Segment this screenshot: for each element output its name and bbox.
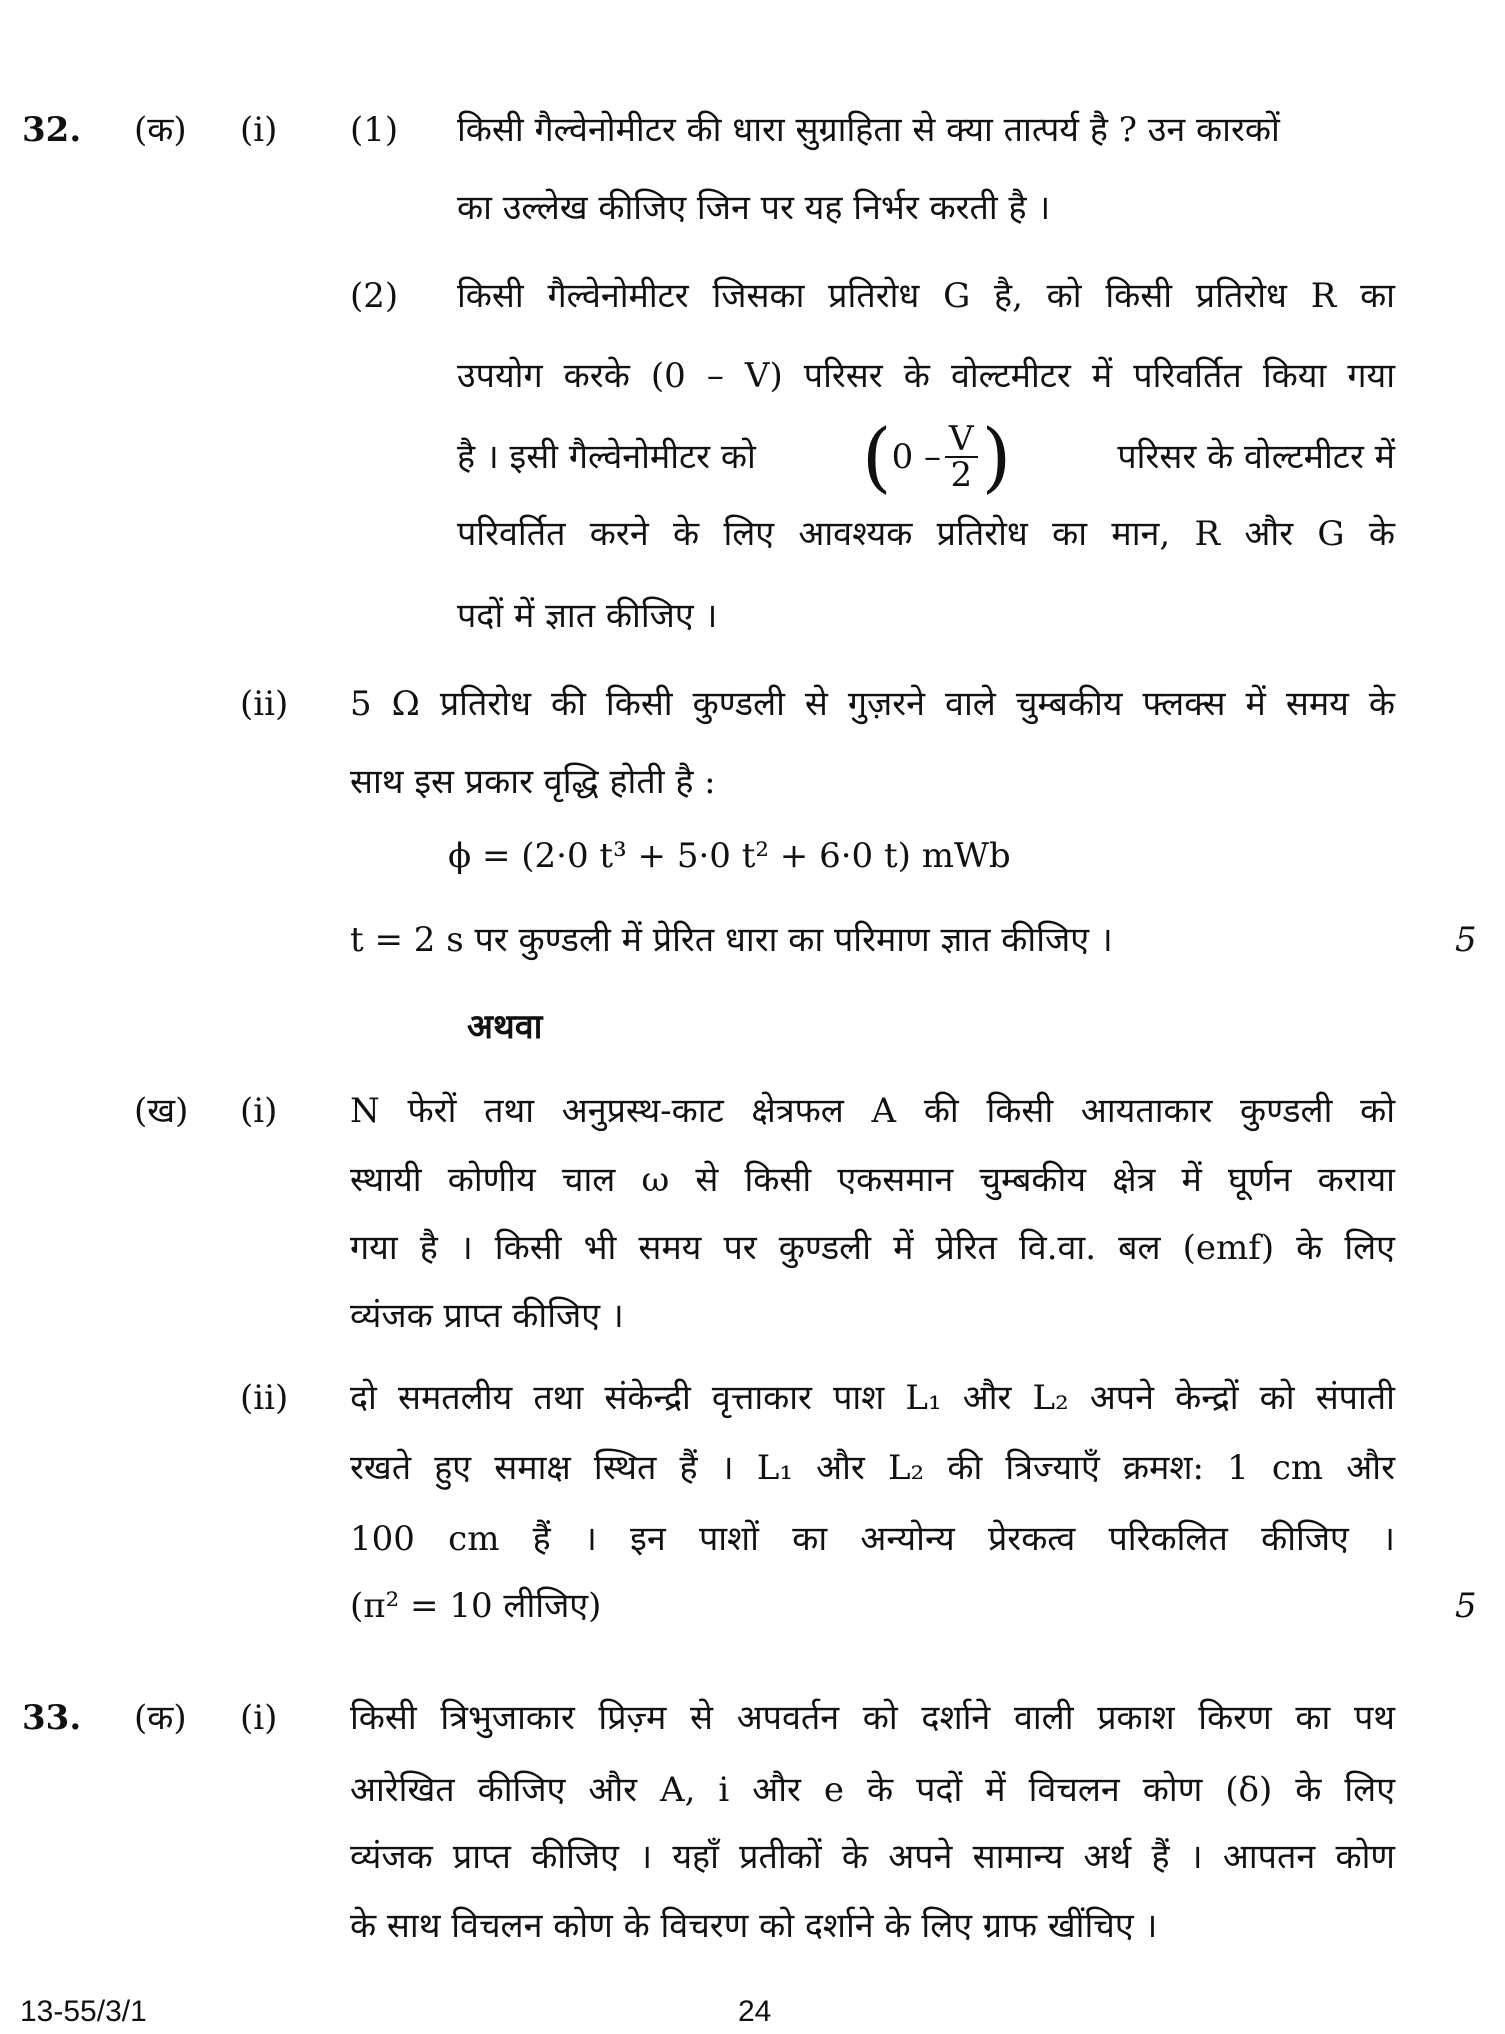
text-line: किसी त्रिभुजाकार प्रिज़्म से अपवर्तन को दर्शाने वाली प्रकाश किरण का पथ: [350, 1698, 1395, 1738]
text-line: उपयोग करके (0 – V) परिसर के वोल्टमीटर में परिवर्तित किया गया: [457, 356, 1395, 396]
marks: 5: [1455, 920, 1477, 960]
part-label: (क): [134, 1698, 187, 1738]
text-line: रखते हुए समाक्ष स्थित हैं । L₁ और L₂ की त्रिज्याएँ क्रमश: 1 cm और: [350, 1448, 1395, 1488]
text-line: N फेरों तथा अनुप्रस्थ-काट क्षेत्रफल A की किसी आयताकार कुण्डली को: [350, 1091, 1395, 1131]
text-line: दो समतलीय तथा संकेन्द्री वृत्ताकार पाश L₁ और L₂ अपने केन्द्रों को संपाती: [350, 1378, 1395, 1418]
text-line: व्यंजक प्राप्त कीजिए ।: [350, 1296, 624, 1336]
question-number: 33.: [22, 1698, 82, 1738]
text-line: के साथ विचलन कोण के विचरण को दर्शाने के लिए ग्राफ खींचिए ।: [350, 1906, 1158, 1946]
page-number: 24: [738, 1995, 772, 2028]
sub-sub-label: (2): [350, 276, 399, 316]
fraction: [945, 419, 978, 495]
question-number: 32.: [22, 110, 82, 150]
text-line: स्थायी कोणीय चाल ω से किसी एकसमान चुम्बकीय क्षेत्र में घूर्णन कराया: [350, 1160, 1395, 1200]
text-line: t = 2 s पर कुण्डली में प्रेरित धारा का परिमाण ज्ञात कीजिए ।: [350, 920, 1113, 960]
text-line: गया है । किसी भी समय पर कुण्डली में प्रेरित वि.वा. बल (emf) के लिए: [350, 1228, 1395, 1268]
text-line: 5 Ω प्रतिरोध की किसी कुण्डली से गुज़रने वाले चुम्बकीय फ्लक्स में समय के: [350, 684, 1395, 724]
fraction-prefix: 0 –: [891, 437, 942, 477]
text-line: पदों में ज्ञात कीजिए ।: [457, 596, 718, 636]
text-line: साथ इस प्रकार वृद्धि होती है :: [350, 762, 716, 802]
text-line: आरेखित कीजिए और A, i और e के पदों में विचलन कोण (δ) के लिए: [350, 1770, 1395, 1810]
or-heading: अथवा: [467, 1007, 543, 1047]
text-line: का उल्लेख कीजिए जिन पर यह निर्भर करती है ।: [457, 188, 1051, 228]
numerator: V: [945, 422, 978, 458]
close-paren: ): [981, 412, 1012, 501]
text-segment: है । इसी गैल्वेनोमीटर को: [457, 437, 756, 477]
sub-part-label: (i): [240, 1698, 278, 1738]
equation: ϕ = (2·0 t³ + 5·0 t² + 6·0 t) mWb: [448, 836, 1011, 876]
part-label: (ख): [134, 1091, 189, 1131]
text-segment: परिसर के वोल्टमीटर में: [1117, 437, 1395, 477]
sub-part-label: (ii): [240, 684, 289, 724]
sub-part-label: (i): [240, 110, 278, 150]
sub-part-label: (i): [240, 1091, 278, 1131]
sub-part-label: (ii): [240, 1378, 289, 1418]
denominator: 2: [950, 455, 973, 495]
marks: 5: [1455, 1586, 1477, 1626]
range-fraction: [861, 412, 1012, 501]
text-line-with-fraction: [457, 412, 1395, 502]
part-label: (क): [134, 110, 187, 150]
text-line: व्यंजक प्राप्त कीजिए । यहाँ प्रतीकों के अपने सामान्य अर्थ हैं । आपतन कोण: [350, 1837, 1395, 1877]
text-line: (π² = 10 लीजिए): [350, 1586, 602, 1626]
text-line: किसी गैल्वेनोमीटर की धारा सुग्राहिता से क्या तात्पर्य है ? उन कारकों: [457, 110, 1280, 150]
sub-sub-label: (1): [350, 110, 399, 150]
text-line: 100 cm हैं । इन पाशों का अन्योन्य प्रेरकत्व परिकलित कीजिए ।: [350, 1519, 1395, 1559]
text-line: किसी गैल्वेनोमीटर जिसका प्रतिरोध G है, को किसी प्रतिरोध R का: [457, 276, 1395, 316]
text-line: परिवर्तित करने के लिए आवश्यक प्रतिरोध का मान, R और G के: [457, 514, 1395, 554]
paper-code: 13-55/3/1: [20, 1995, 147, 2028]
open-paren: (: [861, 412, 892, 501]
